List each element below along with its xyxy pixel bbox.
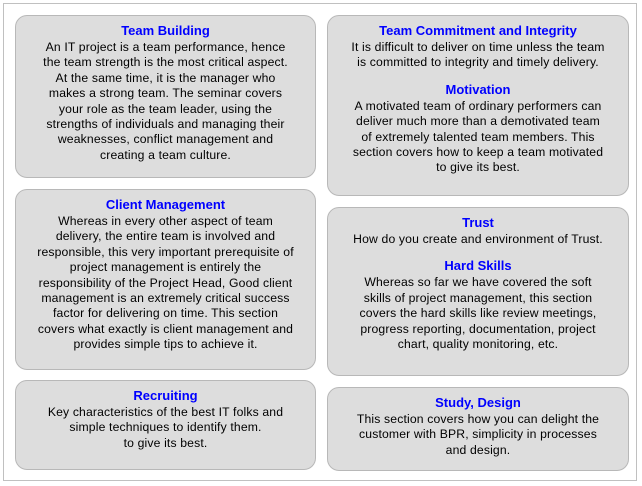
section-title: Trust	[462, 215, 494, 230]
section-title: Hard Skills	[444, 258, 512, 274]
section-title: Client Management	[105, 197, 226, 212]
study-design-card	[327, 387, 629, 471]
section-body: Whereas in every other aspect of team delivery, the entire team is involved and responsible, this very important prerequisite of project management is entirely the responsibility of the Project Head, Good client management is an extremely critical success factor for delivering on time. This section covers what exactly is client management and provides simple tips to achieve it.	[37, 214, 294, 352]
section-body: A motivated team of ordinary performers can deliver much more than a demotivated team of extremely talented team members. This section covers how to keep a team motivated to give its best.	[352, 98, 604, 175]
section-body: Key characteristics of the best IT folks and simple techniques to identify them. to give its best.	[47, 405, 284, 450]
section-body: How do you create and environment of Trust.	[353, 232, 603, 246]
section-title: Team Commitment and Integrity	[379, 23, 577, 38]
section-body: Whereas so far we have covered the soft skills of project management, this section covers the hard skills like review meetings, progress reporting, documentation, project chart, quality monitoring, etc.	[359, 275, 597, 352]
section-body: It is difficult to deliver on time unless the team is committed to integrity and timely delivery.	[351, 40, 605, 70]
commitment-motivation-card	[327, 15, 629, 196]
trust-hardskills-card	[327, 207, 629, 376]
client-management-card	[15, 189, 316, 370]
section-body: This section covers how you can delight the customer with BPR, simplicity in processes and design.	[356, 412, 600, 457]
section-title: Study, Design	[435, 395, 521, 410]
recruiting-card	[15, 380, 316, 470]
team-building-card	[15, 15, 316, 178]
section-body: An IT project is a team performance, hence the team strength is the most critical aspect. At the same time, it is the manager who makes a strong team. The seminar covers your role as the team leader, using the strengths of individuals and managing their weaknesses, conflict management and creating a team culture.	[43, 40, 288, 162]
section-title: Motivation	[445, 81, 511, 97]
section-title: Team Building	[121, 23, 210, 38]
section-title: Recruiting	[133, 388, 198, 403]
